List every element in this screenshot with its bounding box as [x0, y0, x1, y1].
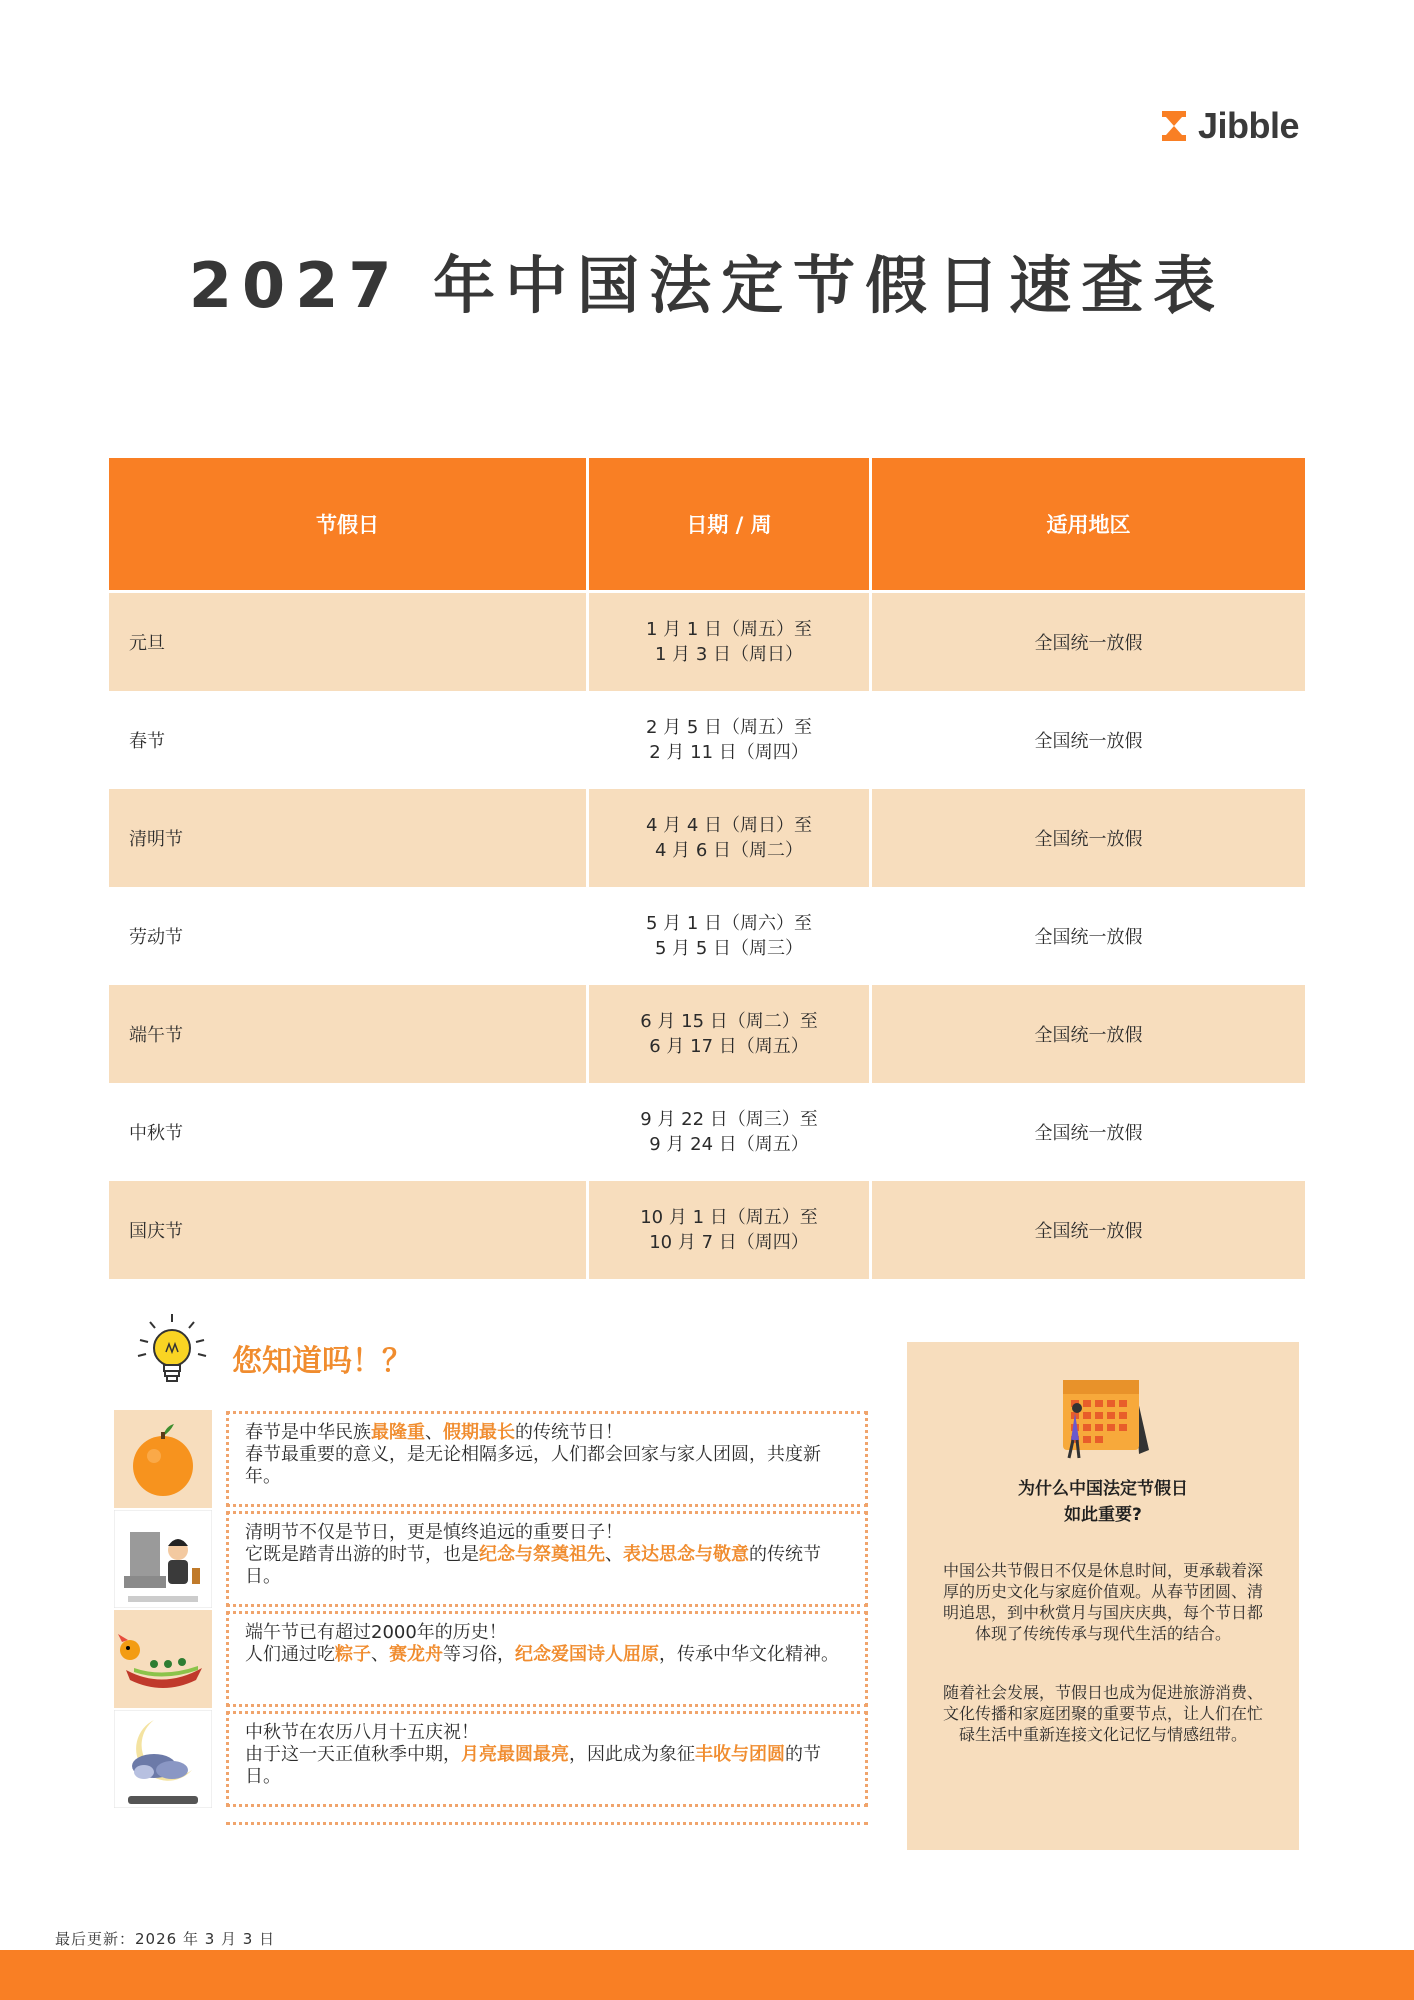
region-cell: 全国统一放假	[1034, 1221, 1143, 1242]
header-holiday: 节假日	[109, 458, 589, 590]
fact-text-segment: 中秋节在农历八月十五庆祝！	[245, 1722, 479, 1743]
fact-text-segment: 等习俗，	[443, 1644, 515, 1665]
why-important-panel	[907, 1342, 1299, 1850]
holiday-cell: 清明节	[109, 789, 589, 887]
fact-text-segment: 、	[371, 1644, 389, 1665]
date-cell: 2 月 5 日（周五）至 2 月 11 日（周四）	[645, 717, 813, 763]
last-updated: 最后更新：2026 年 3 月 3 日	[55, 1930, 276, 1948]
table-row	[109, 985, 1305, 1083]
holiday-cell: 劳动节	[109, 887, 589, 985]
table-header	[109, 458, 1305, 590]
orange-icon	[114, 1410, 212, 1508]
fact-text-segment: 它既是踏青出游的时节，也是	[245, 1544, 479, 1565]
date-cell: 5 月 1 日（周六）至 5 月 5 日（周三）	[645, 913, 813, 959]
fact-text-segment: 由于这一天正值秋季中期，	[245, 1744, 461, 1765]
fact-text	[245, 1422, 849, 1488]
holiday-cell: 端午节	[109, 985, 589, 1083]
region-cell: 全国统一放假	[1034, 829, 1143, 850]
divider	[226, 1822, 868, 1826]
highlight-text: 纪念与祭奠祖先	[479, 1544, 605, 1565]
lightbulb-icon	[132, 1310, 212, 1390]
fact-box-dragon-boat	[226, 1611, 868, 1707]
table-row	[109, 887, 1305, 985]
fact-box-mid-autumn	[226, 1711, 868, 1807]
moon-rabbit-icon	[114, 1710, 212, 1808]
table-row	[109, 1083, 1305, 1181]
region-cell: 全国统一放假	[1034, 731, 1143, 752]
date-cell: 1 月 1 日（周五）至 1 月 3 日（周日）	[645, 619, 813, 665]
jibble-logo[interactable]	[1160, 104, 1299, 148]
region-cell: 全国统一放假	[1034, 927, 1143, 948]
fact-text-segment: 的传统节日。	[245, 1544, 821, 1587]
fact-text-segment: 、	[425, 1422, 443, 1443]
highlight-text: 最隆重	[371, 1422, 425, 1443]
highlight-text: 假期最长	[443, 1422, 515, 1443]
highlight-text: 月亮最圆最亮	[461, 1744, 569, 1765]
region-cell: 全国统一放假	[1034, 1025, 1143, 1046]
header-date: 日期 / 周	[589, 458, 872, 590]
fact-text-segment: 春节是中华民族	[245, 1422, 371, 1443]
fact-box-qingming	[226, 1511, 868, 1607]
tomb-sweeping-icon	[114, 1510, 212, 1608]
region-cell: 全国统一放假	[1034, 633, 1143, 654]
fact-text	[245, 1622, 849, 1666]
highlight-text: 纪念爱国诗人屈原	[515, 1644, 659, 1665]
date-cell: 10 月 1 日（周五）至 10 月 7 日（周四）	[640, 1207, 818, 1253]
table-row	[109, 789, 1305, 887]
table-row	[109, 691, 1305, 789]
holiday-cell: 元旦	[109, 593, 589, 691]
fact-text-segment: 端午节已有超过2000年的历史！	[245, 1622, 507, 1643]
holiday-cell: 中秋节	[109, 1083, 589, 1181]
footer-bar	[0, 1950, 1414, 2000]
fact-text	[245, 1522, 849, 1588]
fact-text-segment: 春节最重要的意义，是无论相隔多远，人们都会回家与家人团圆，共度新年。	[245, 1444, 821, 1487]
region-cell: 全国统一放假	[1034, 1123, 1143, 1144]
panel-paragraph: 中国公共节假日不仅是休息时间，更承载着深厚的历史文化与家庭价值观。从春节团圆、清明追思，到中秋赏月与国庆庆典，每个节日都体现了传统传承与现代生活的结合。	[942, 1561, 1263, 1643]
date-cell: 4 月 4 日（周日）至 4 月 6 日（周二）	[645, 815, 813, 861]
calendar-icon	[1049, 1370, 1159, 1470]
date-cell: 6 月 15 日（周二）至 6 月 17 日（周五）	[640, 1011, 818, 1057]
fact-text-segment: 人们通过吃	[245, 1644, 335, 1665]
panel-paragraph: 随着社会发展，节假日也成为促进旅游消费、文化传播和家庭团聚的重要节点，让人们在忙碌生活中重新连接文化记忆与情感纽带。	[942, 1683, 1263, 1744]
dragon-boat-icon	[114, 1610, 212, 1708]
hourglass-icon	[1160, 109, 1190, 143]
highlight-text: 赛龙舟	[389, 1644, 443, 1665]
table-row	[109, 593, 1305, 691]
fact-text-segment: 的节日。	[245, 1744, 821, 1787]
holiday-cell: 国庆节	[109, 1181, 589, 1279]
fact-text-segment: ，传承中华文化精神。	[659, 1644, 839, 1665]
highlight-text: 表达思念与敬意	[623, 1544, 749, 1565]
table-row	[109, 1181, 1305, 1279]
panel-question: 为什么中国法定节假日 如此重要?	[1018, 1479, 1188, 1525]
fact-box-spring-festival	[226, 1411, 868, 1507]
fact-text-segment: ，因此成为象征	[569, 1744, 695, 1765]
did-you-know-title: 您知道吗！？	[232, 1344, 412, 1379]
page-title: 2027 年中国法定节假日速查表	[188, 249, 1226, 322]
holiday-table	[109, 458, 1305, 1279]
logo-text: Jibble	[1198, 105, 1300, 146]
fact-text-segment: 的传统节日！	[515, 1422, 623, 1443]
highlight-text: 粽子	[335, 1644, 371, 1665]
fact-text	[245, 1722, 849, 1788]
highlight-text: 丰收与团圆	[695, 1744, 785, 1765]
header-region: 适用地区	[872, 458, 1305, 590]
holiday-cell: 春节	[109, 691, 589, 789]
fact-text-segment: 清明节不仅是节日，更是慎终追远的重要日子！	[245, 1522, 623, 1543]
fact-text-segment: 、	[605, 1544, 623, 1565]
date-cell: 9 月 22 日（周三）至 9 月 24 日（周五）	[640, 1109, 818, 1155]
